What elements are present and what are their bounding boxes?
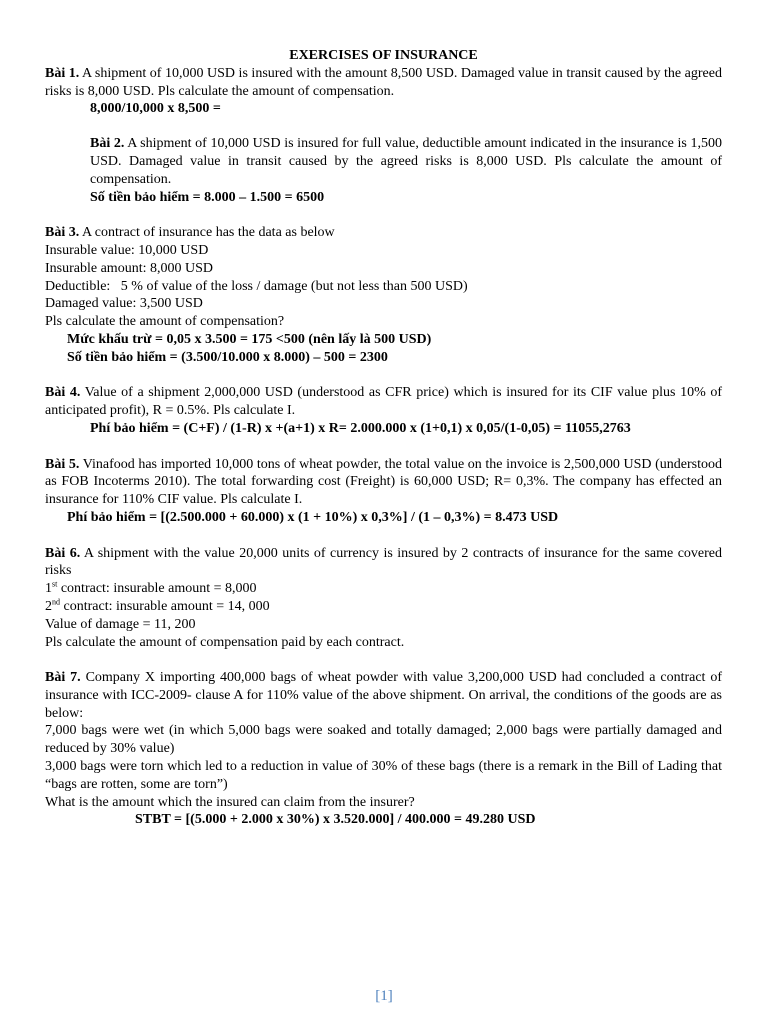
exercise-3-solution-amount: Số tiền bảo hiểm = (3.500/10.000 x 8.000) – 500 = 2300 [67,349,388,365]
exercise-label: Bài 6. [45,545,81,561]
contract-text: contract: insurable amount = 8,000 [57,581,257,597]
exercise-text: A contract of insurance has the data as below [81,225,335,241]
contract-1-line [45,580,722,598]
data-line: Insurable value: 10,000 USD [45,242,209,258]
question-line: Pls calculate the amount of compensation paid by each contract. [45,634,405,650]
page-title: EXERCISES OF INSURANCE [289,48,478,63]
exercise-7 [45,669,722,722]
question-line: What is the amount which the insured can claim from the insurer? [45,794,415,810]
exercise-text: Company X importing 400,000 bags of wheat powder with value 3,200,000 USD had concluded a contract of insurance with ICC-2009- clause A for 110% value of the above shipment. On arrival, the conditions of the goods are as below: [45,670,723,721]
exercise-4 [45,384,722,420]
damage-value-line: Value of damage = 11, 200 [45,616,196,632]
exercise-label: Bài 7. [45,670,81,686]
exercise-text: A shipment of 10,000 USD is insured for full value, deductible amount indicated in the insurance is 1,500 USD. Damaged value in transit caused by the agreed risks is 8,000 USD. Pls calculate the amount of compensation. [90,136,722,187]
condition-line: 3,000 bags were torn which led to a reduction in value of 30% of these bags (there is a remark in the Bill of Lading that “bags are rotten, some are torn”) [45,759,722,792]
exercise-1 [45,65,722,101]
data-line: Pls calculate the amount of compensation? [45,314,285,330]
condition-line: 7,000 bags were wet (in which 5,000 bags were soaked and totally damaged; 2,000 bags were partially damaged and reduced by 30% value) [45,723,722,757]
exercise-1-solution: 8,000/10,000 x 8,500 = [90,101,221,117]
contract-2-line [45,598,722,616]
data-line: Deductible: 5 % of value of the loss / damage (but not less than 500 USD) [45,278,468,294]
data-line: Insurable amount: 8,000 USD [45,260,213,276]
exercise-text: A shipment of 10,000 USD is insured with the amount 8,500 USD. Damaged value in transit caused by the agreed risks is 8,000 USD. Pls calculate the amount of compensation. [45,65,722,99]
exercise-7-solution: STBT = [(5.000 + 2.000 x 30%) x 3.520.000] / 400.000 = 49.280 USD [135,812,536,828]
exercise-6 [45,545,722,581]
exercise-2 [45,135,722,206]
exercise-text: A shipment with the value 20,000 units of currency is insured by 2 contracts of insurance for the same covered risks [45,545,723,579]
exercise-label: Bài 1. [45,65,80,81]
ordinal-suffix: nd [52,597,60,607]
contract-text: contract: insurable amount = 14, 000 [60,598,270,614]
contract-number: 2 [45,598,52,614]
exercise-2-solution: Số tiền bảo hiểm = 8.000 – 1.500 = 6500 [90,189,325,205]
document-page [45,47,722,829]
exercise-label: Bài 2. [90,136,125,152]
exercise-label: Bài 4. [45,385,81,401]
exercise-text: Value of a shipment 2,000,000 USD (understood as CFR price) which is insured for its CIF value plus 10% of anticipated profit), R = 0.5%. Pls calculate I. [45,385,722,419]
data-line: Damaged value: 3,500 USD [45,296,203,312]
exercise-label: Bài 5. [45,456,80,472]
ordinal-suffix: st [52,579,58,589]
contract-number: 1 [45,581,52,597]
exercise-5-solution: Phí bảo hiểm = [(2.500.000 + 60.000) x (1 + 10%) x 0,3%] / (1 – 0,3%) = 8.473 USD [67,509,559,525]
exercise-3-solution-deductible: Mức khấu trừ = 0,05 x 3.500 = 175 <500 (nên lấy là 500 USD) [67,331,432,347]
exercise-4-solution: Phí bảo hiểm = (C+F) / (1-R) x +(a+1) x R= 2.000.000 x (1+0,1) x 0,05/(1-0,05) = 11055,2763 [90,420,631,436]
exercise-5 [45,456,722,509]
exercise-label: Bài 3. [45,225,80,241]
exercise-3 [45,224,722,242]
exercise-text: Vinafood has imported 10,000 tons of wheat powder, the total value on the invoice is 2,500,000 USD (understood as FOB Incoterms 2010). The total forwarding cost (Freight) is 60,000 USD; R= 0,3%. The company has effected an insurance for 110% CIF value. Pls calculate I. [45,456,722,508]
page-number: [1] [375,988,393,1004]
